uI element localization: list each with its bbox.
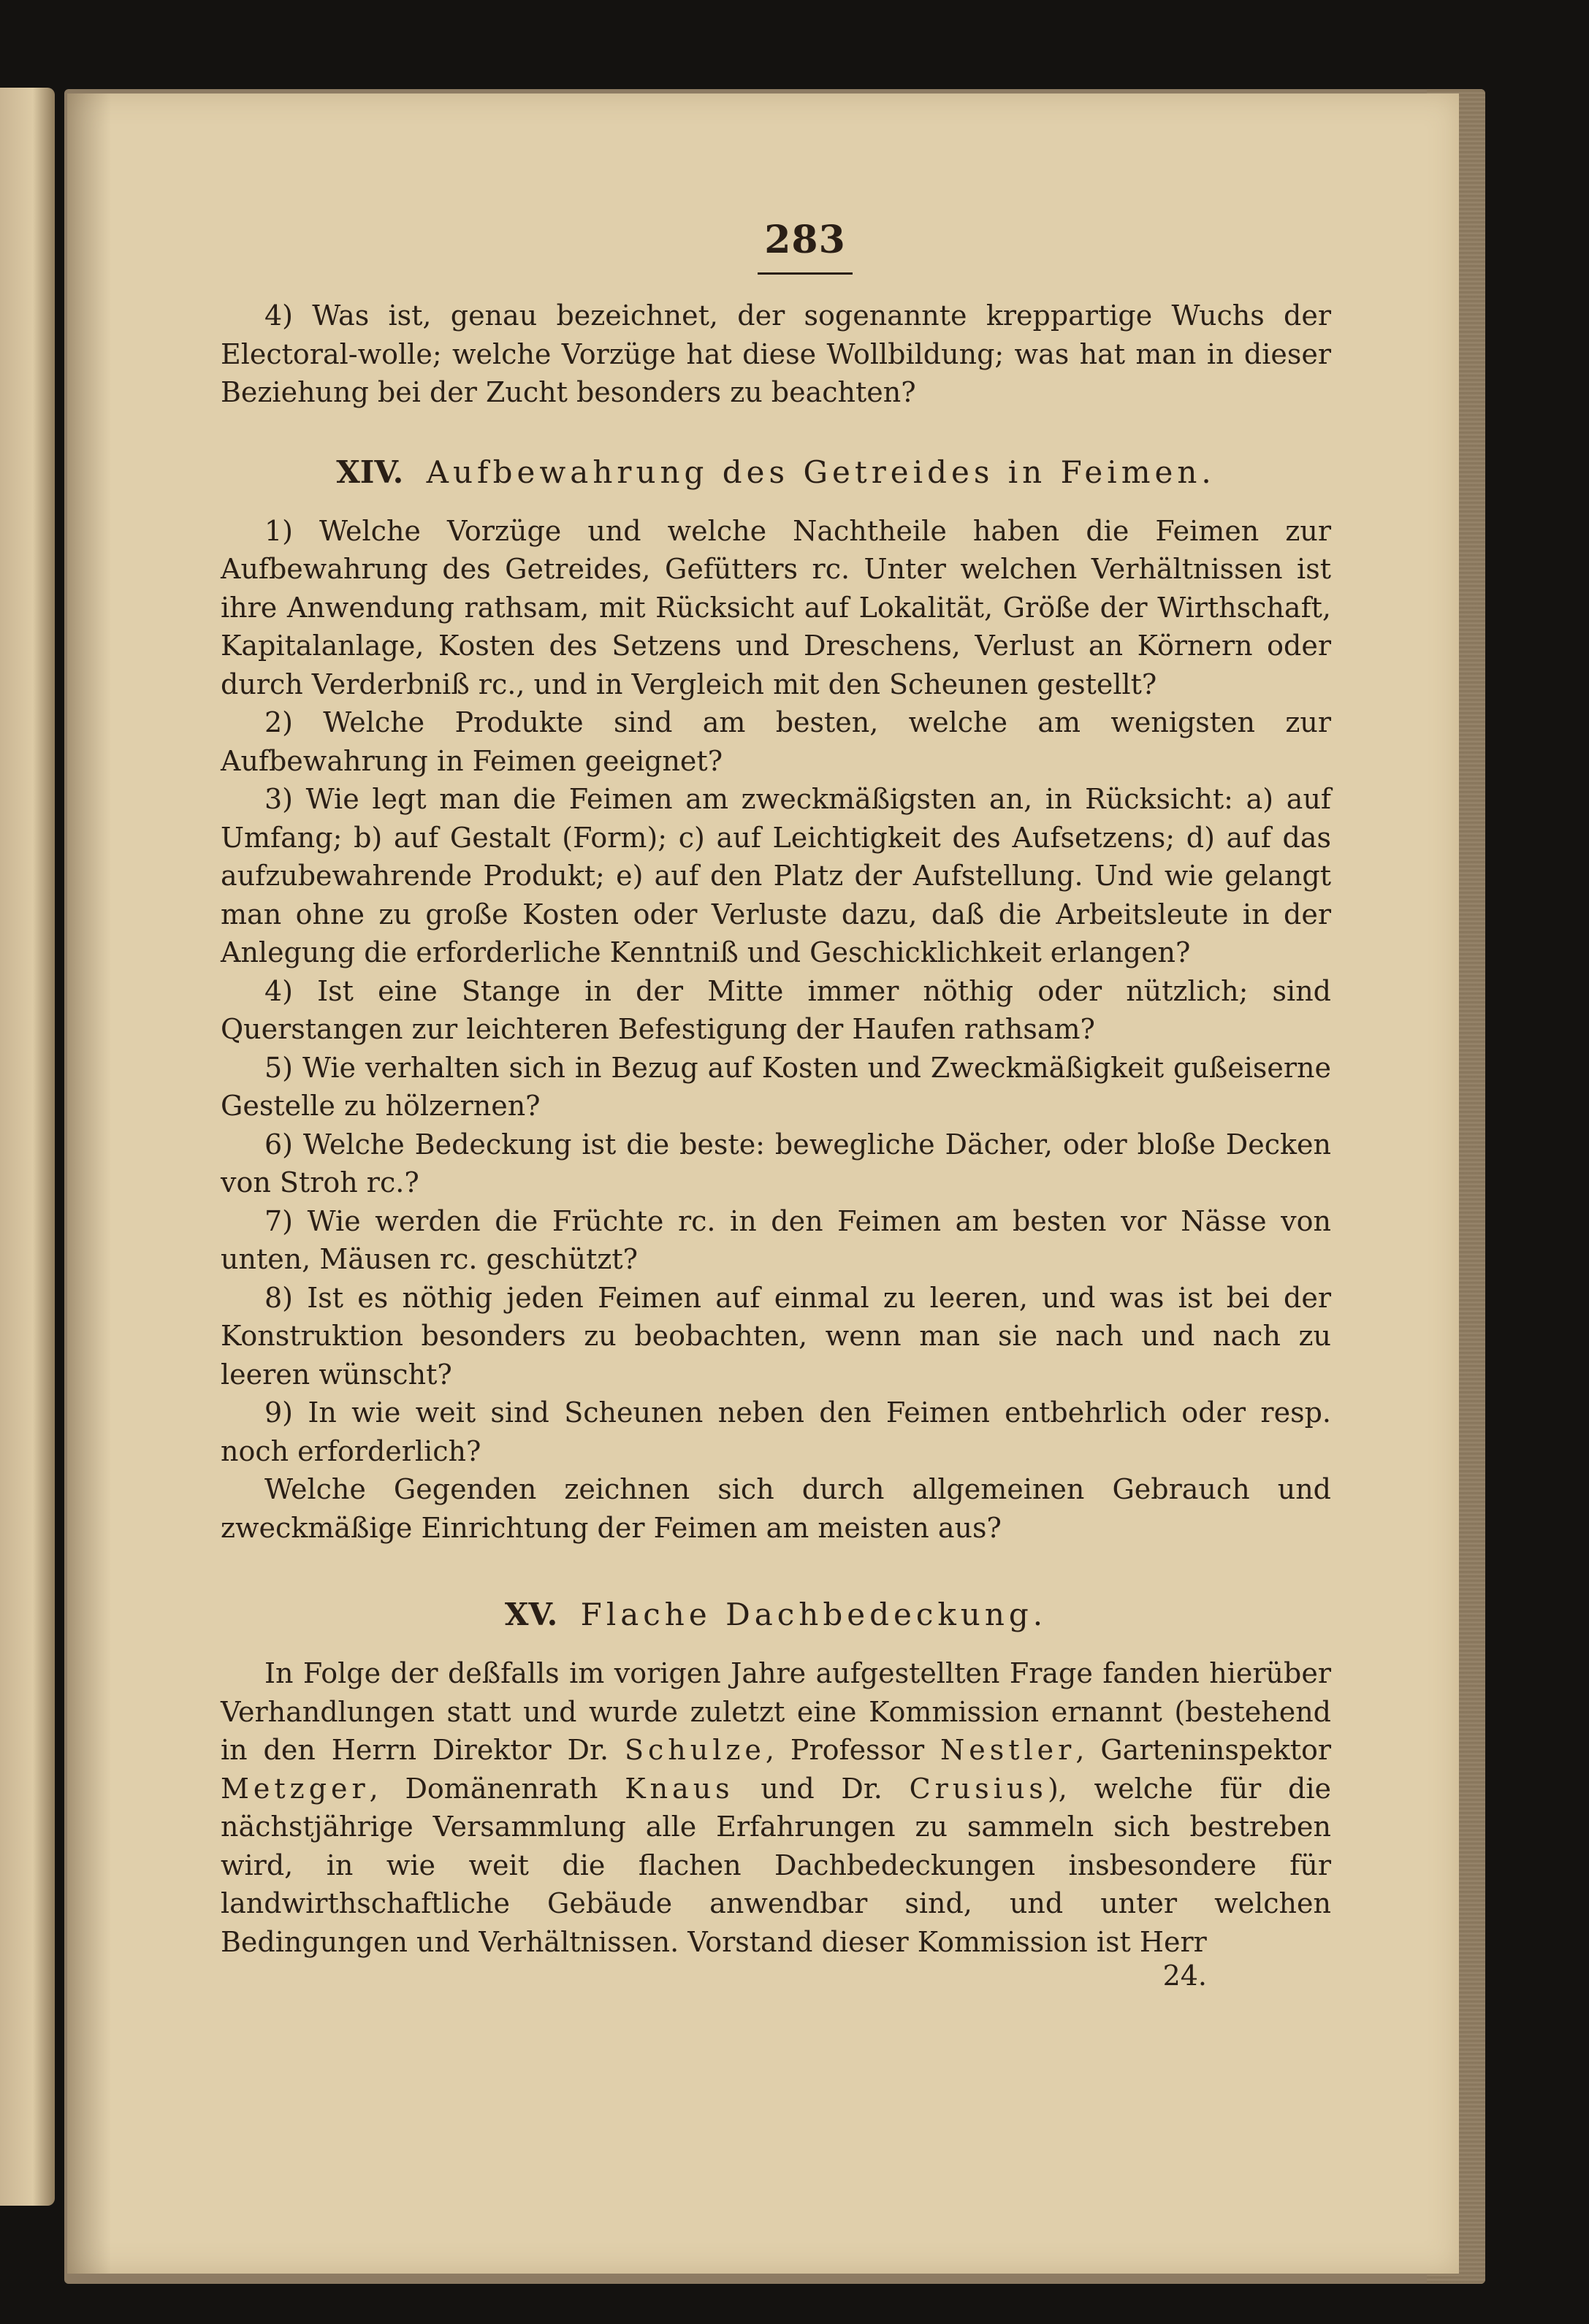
- s14-question-2: 2) Welche Produkte sind am besten, welche am wenigsten zur Aufbewahrung in Feimen geeignet?: [221, 706, 1331, 777]
- s15-text-3: , Garteninspektor: [1075, 1734, 1332, 1766]
- s14-question-1: 1) Welche Vorzüge und welche Nachtheile haben die Feimen zur Aufbewahrung des Getreides, Gefütters rc. Unter welchen Verhältnissen ist ihre Anwendung rathsam, mit Rücksicht auf Lokalität, Größe der Wirthschaft, Kapitalanlage, Kosten des Setzens und Dreschens, Verlust an Körnern oder durch Verderbniß rc., und in Vergleich mit den Scheunen gestellt?: [221, 514, 1331, 700]
- s14-question-8: 8) Ist es nöthig jeden Feimen auf einmal zu leeren, und was ist bei der Konstruktion besonders zu beobachten, wenn man sie nach und nach zu leeren wünscht?: [221, 1281, 1331, 1391]
- s15-text-2: , Professor: [765, 1734, 941, 1766]
- spine-shadow: [67, 93, 111, 2274]
- person-name-crusius: Crusius: [909, 1772, 1048, 1805]
- s14-question-7: 7) Wie werden die Früchte rc. in den Feimen am besten vor Nässe von unten, Mäusen rc. geschützt?: [221, 1204, 1331, 1275]
- s15-text-1: In Folge der deßfalls im vorigen Jahre aufgestellten Frage fanden hierüber Verhandlungen statt und wurde zuletzt eine Kommission ernannt (bestehend in den Herrn Direktor Dr.: [221, 1657, 1331, 1766]
- page-content: [221, 218, 1331, 1990]
- section-15-title: Flache Dachbedeckung.: [580, 1597, 1048, 1632]
- person-name-knaus: Knaus: [625, 1772, 734, 1805]
- page-number-rule: [758, 272, 853, 275]
- s14-question-3: 3) Wie legt man die Feimen am zweckmäßigsten an, in Rücksicht: a) auf Umfang; b) auf Gestalt (Form); c) auf Leichtigkeit des Aufsetzens; d) auf das aufzubewahrende Produkt; e) auf den Platz der Aufstellung. Und wie gelangt man ohne zu große Kosten oder Verluste dazu, daß die Arbeitsleute in der Anlegung die erforderliche Kenntniß und Geschicklichkeit erlangen?: [221, 783, 1331, 968]
- s14-question-9: 9) In wie weit sind Scheunen neben den Feimen entbehrlich oder resp. noch erforderlich?: [221, 1396, 1331, 1467]
- s14-question-6: 6) Welche Bedeckung ist die beste: bewegliche Dächer, oder bloße Decken von Stroh rc.?: [221, 1128, 1331, 1199]
- signature-mark: 24.: [1162, 1960, 1207, 1992]
- person-name-schulze: Schulze: [624, 1734, 766, 1766]
- person-name-nestler: Nestler: [940, 1734, 1076, 1766]
- book-page: [67, 93, 1459, 2274]
- s15-text-5: und Dr.: [733, 1772, 910, 1805]
- section-14-title: Aufbewahrung des Getreides in Feimen.: [426, 454, 1216, 490]
- s14-closing-question: Welche Gegenden zeichnen sich durch allgemeinen Gebrauch und zweckmäßige Einrichtung der Feimen am meisten aus?: [221, 1473, 1331, 1544]
- s15-text-4: , Domänenrath: [369, 1772, 625, 1805]
- section-14-number: XIV.: [336, 454, 404, 490]
- left-page-edge: [0, 88, 55, 2206]
- section-14-heading: [221, 454, 1331, 490]
- section-15-number: XV.: [504, 1597, 558, 1632]
- s14-question-4: 4) Ist eine Stange in der Mitte immer nöthig oder nützlich; sind Querstangen zur leichteren Befestigung der Haufen rathsam?: [221, 974, 1331, 1045]
- s15-paragraph: [221, 1654, 1331, 1961]
- s14-question-5: 5) Wie verhalten sich in Bezug auf Kosten und Zweckmäßigkeit gußeiserne Gestelle zu hölzernen?: [221, 1051, 1331, 1122]
- question-4-wool: 4) Was ist, genau bezeichnet, der sogenannte kreppartige Wuchs der Electoral-wolle; welche Vorzüge hat diese Wollbildung; was hat man in dieser Beziehung bei der Zucht besonders zu beachten?: [221, 299, 1331, 408]
- section-15-heading: [221, 1597, 1331, 1632]
- page-number: 283: [764, 218, 846, 262]
- s15-text-6: ), welche für die nächstjährige Versammlung alle Erfahrungen zu sammeln sich bestreben wird, in wie weit die flachen Dachbedeckungen insbesondere für landwirthschaftliche Gebäude anwendbar sind, und unter welchen Bedingungen und Verhältnissen. Vorstand dieser Kommission ist Herr: [221, 1772, 1332, 1958]
- person-name-metzger: Metzger: [221, 1772, 370, 1805]
